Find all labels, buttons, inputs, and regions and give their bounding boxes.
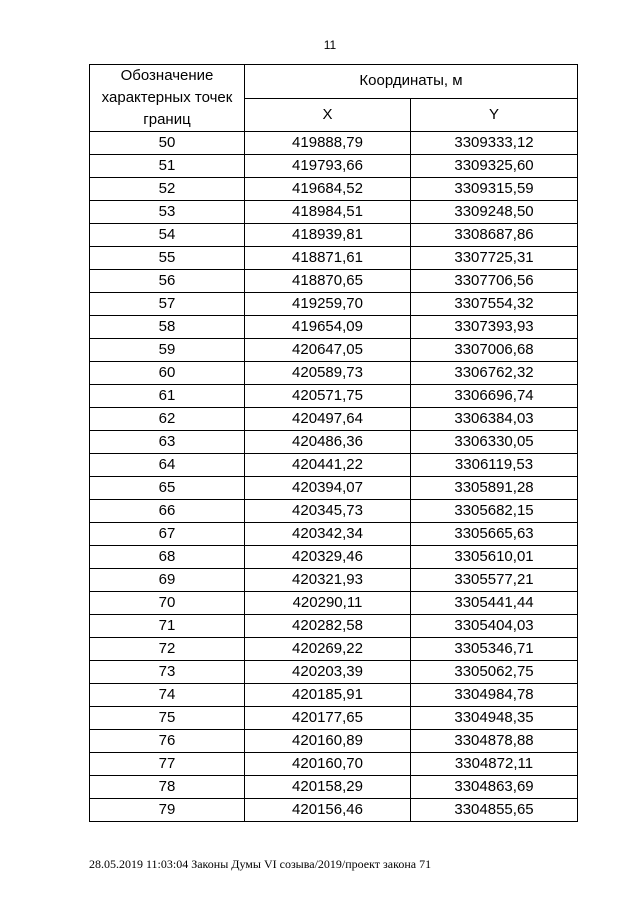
- table-row: [90, 293, 578, 316]
- table-row: [90, 155, 578, 178]
- table-row: [90, 730, 578, 753]
- x-cell: 420497,64: [245, 408, 411, 431]
- x-cell: 420441,22: [245, 454, 411, 477]
- coordinates-table: [89, 64, 578, 822]
- x-cell: 420156,46: [245, 799, 411, 822]
- table-row: [90, 546, 578, 569]
- y-cell: 3305682,15: [411, 500, 578, 523]
- x-cell: 419259,70: [245, 293, 411, 316]
- point-cell: 60: [90, 362, 245, 385]
- y-cell: 3308687,86: [411, 224, 578, 247]
- x-cell: 418871,61: [245, 247, 411, 270]
- point-cell: 63: [90, 431, 245, 454]
- table-row: [90, 431, 578, 454]
- table-row: [90, 477, 578, 500]
- point-column-header: Обозначение характерных точек границ: [90, 65, 245, 132]
- point-cell: 74: [90, 684, 245, 707]
- table-row: [90, 454, 578, 477]
- table-row: [90, 753, 578, 776]
- table-row: [90, 385, 578, 408]
- table-row: [90, 339, 578, 362]
- y-cell: 3306762,32: [411, 362, 578, 385]
- x-cell: 419684,52: [245, 178, 411, 201]
- table-row: [90, 270, 578, 293]
- point-cell: 53: [90, 201, 245, 224]
- x-cell: 420160,89: [245, 730, 411, 753]
- x-cell: 420329,46: [245, 546, 411, 569]
- point-cell: 54: [90, 224, 245, 247]
- point-cell: 77: [90, 753, 245, 776]
- point-cell: 69: [90, 569, 245, 592]
- point-cell: 67: [90, 523, 245, 546]
- point-cell: 71: [90, 615, 245, 638]
- point-cell: 76: [90, 730, 245, 753]
- x-cell: 419793,66: [245, 155, 411, 178]
- x-cell: 420282,58: [245, 615, 411, 638]
- x-column-header: X: [245, 98, 411, 132]
- point-cell: 66: [90, 500, 245, 523]
- table-row: [90, 201, 578, 224]
- point-cell: 78: [90, 776, 245, 799]
- y-cell: 3304855,65: [411, 799, 578, 822]
- y-cell: 3305891,28: [411, 477, 578, 500]
- point-cell: 59: [90, 339, 245, 362]
- table-row: [90, 707, 578, 730]
- table-row: [90, 661, 578, 684]
- y-cell: 3304948,35: [411, 707, 578, 730]
- y-cell: 3309248,50: [411, 201, 578, 224]
- x-cell: 420342,34: [245, 523, 411, 546]
- table-row: [90, 799, 578, 822]
- point-cell: 64: [90, 454, 245, 477]
- y-cell: 3307554,32: [411, 293, 578, 316]
- y-cell: 3305610,01: [411, 546, 578, 569]
- table-row: [90, 776, 578, 799]
- x-cell: 420647,05: [245, 339, 411, 362]
- y-cell: 3305665,63: [411, 523, 578, 546]
- y-cell: 3305441,44: [411, 592, 578, 615]
- point-cell: 68: [90, 546, 245, 569]
- x-cell: 418984,51: [245, 201, 411, 224]
- table-row: [90, 408, 578, 431]
- x-cell: 419888,79: [245, 132, 411, 155]
- y-column-header: Y: [411, 98, 578, 132]
- coordinates-header: Координаты, м: [245, 65, 578, 99]
- y-cell: 3304872,11: [411, 753, 578, 776]
- table-row: [90, 523, 578, 546]
- y-cell: 3307725,31: [411, 247, 578, 270]
- page-number: 11: [323, 38, 337, 52]
- x-cell: 420177,65: [245, 707, 411, 730]
- y-cell: 3305577,21: [411, 569, 578, 592]
- y-cell: 3309325,60: [411, 155, 578, 178]
- table-row: [90, 362, 578, 385]
- y-cell: 3307393,93: [411, 316, 578, 339]
- x-cell: 420486,36: [245, 431, 411, 454]
- x-cell: 420394,07: [245, 477, 411, 500]
- point-cell: 51: [90, 155, 245, 178]
- table-row: [90, 500, 578, 523]
- point-cell: 73: [90, 661, 245, 684]
- y-cell: 3306119,53: [411, 454, 578, 477]
- point-cell: 72: [90, 638, 245, 661]
- table-row: [90, 638, 578, 661]
- x-cell: 420269,22: [245, 638, 411, 661]
- x-cell: 420571,75: [245, 385, 411, 408]
- y-cell: 3309315,59: [411, 178, 578, 201]
- point-cell: 75: [90, 707, 245, 730]
- point-cell: 79: [90, 799, 245, 822]
- x-cell: 420321,93: [245, 569, 411, 592]
- point-cell: 70: [90, 592, 245, 615]
- point-cell: 52: [90, 178, 245, 201]
- table-row: [90, 316, 578, 339]
- x-cell: 418939,81: [245, 224, 411, 247]
- y-cell: 3304863,69: [411, 776, 578, 799]
- x-cell: 420589,73: [245, 362, 411, 385]
- table-row: [90, 247, 578, 270]
- point-cell: 55: [90, 247, 245, 270]
- x-cell: 418870,65: [245, 270, 411, 293]
- y-cell: 3304984,78: [411, 684, 578, 707]
- y-cell: 3305346,71: [411, 638, 578, 661]
- x-cell: 420203,39: [245, 661, 411, 684]
- point-cell: 61: [90, 385, 245, 408]
- y-cell: 3307706,56: [411, 270, 578, 293]
- y-cell: 3305404,03: [411, 615, 578, 638]
- table-row: [90, 684, 578, 707]
- table-row: [90, 569, 578, 592]
- table-row: [90, 615, 578, 638]
- y-cell: 3307006,68: [411, 339, 578, 362]
- x-cell: 420160,70: [245, 753, 411, 776]
- point-cell: 50: [90, 132, 245, 155]
- point-cell: 58: [90, 316, 245, 339]
- point-cell: 62: [90, 408, 245, 431]
- x-cell: 420158,29: [245, 776, 411, 799]
- table-row: [90, 592, 578, 615]
- y-cell: 3306330,05: [411, 431, 578, 454]
- point-cell: 56: [90, 270, 245, 293]
- y-cell: 3304878,88: [411, 730, 578, 753]
- y-cell: 3309333,12: [411, 132, 578, 155]
- point-cell: 57: [90, 293, 245, 316]
- table-row: [90, 178, 578, 201]
- table-row: [90, 224, 578, 247]
- y-cell: 3306384,03: [411, 408, 578, 431]
- x-cell: 420345,73: [245, 500, 411, 523]
- point-cell: 65: [90, 477, 245, 500]
- table-row: [90, 132, 578, 155]
- y-cell: 3306696,74: [411, 385, 578, 408]
- document-footer: 28.05.2019 11:03:04 Законы Думы VI созыва/2019/проект закона 71: [89, 857, 432, 871]
- x-cell: 419654,09: [245, 316, 411, 339]
- y-cell: 3305062,75: [411, 661, 578, 684]
- x-cell: 420290,11: [245, 592, 411, 615]
- x-cell: 420185,91: [245, 684, 411, 707]
